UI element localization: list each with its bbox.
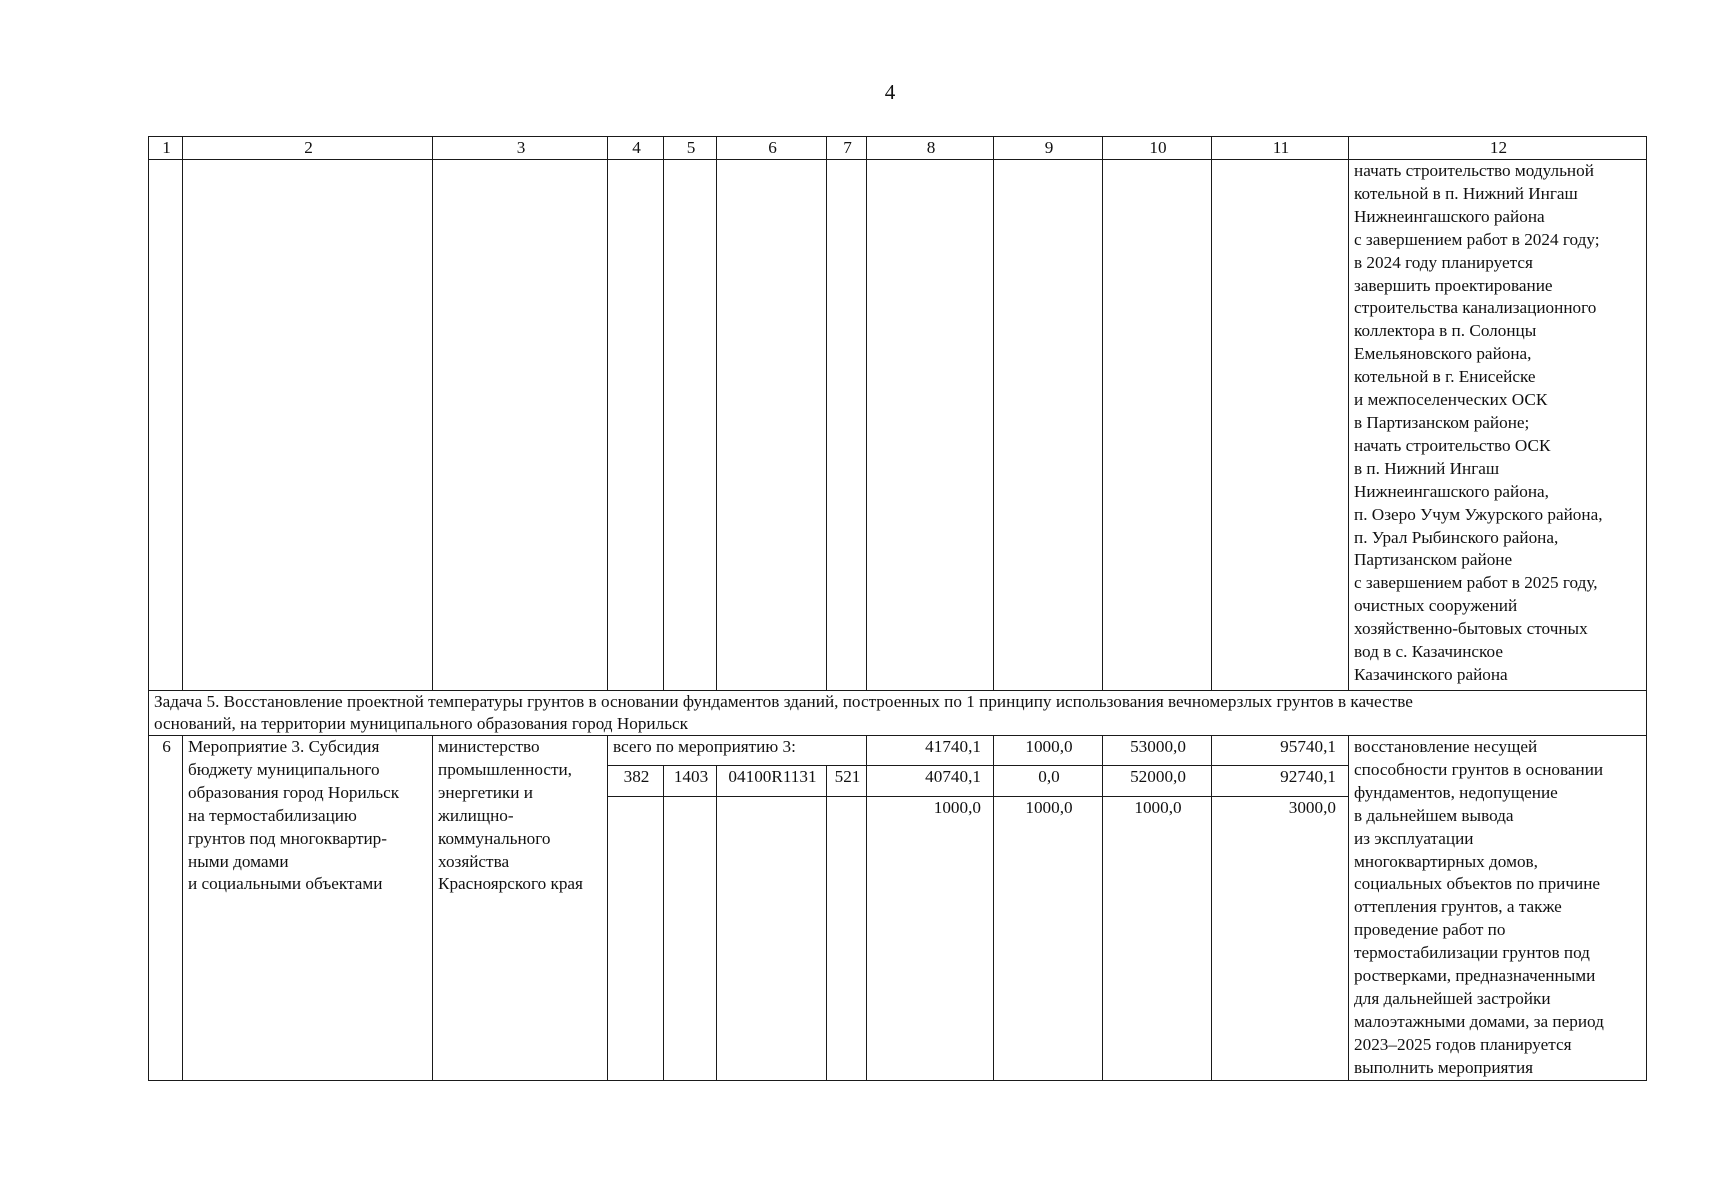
executor-line: коммунального [438, 828, 551, 848]
other-2024: 1000,0 [994, 796, 1103, 1080]
result-line: ростверками, предназначенными [1354, 966, 1596, 986]
header-cell-2: 2 [183, 137, 433, 160]
code-grbs: 382 [608, 766, 664, 796]
result-line: котельной в п. Нижний Ингаш [1354, 183, 1578, 203]
measure-line: на термостабилизацию [188, 805, 357, 825]
header-cell-11: 11 [1212, 137, 1349, 160]
result-line: из эксплуатации [1354, 828, 1474, 848]
continuation-cell-5 [664, 160, 717, 691]
other-sum: 3000,0 [1212, 796, 1349, 1080]
continuation-cell-9 [994, 160, 1103, 691]
result-line: восстановление несущей [1354, 737, 1538, 756]
measure-line: бюджету муниципального [188, 759, 380, 779]
row6-number: 6 [149, 736, 183, 1081]
result-line: в 2024 году планируется [1354, 252, 1533, 272]
result-line: термостабилизации грунтов под [1354, 943, 1590, 963]
code-rzpr: 1403 [664, 766, 717, 796]
result-line: проведение работ по [1354, 920, 1506, 940]
coded-sum: 92740,1 [1212, 766, 1349, 796]
row6-total-label: всего по мероприятию 3: [608, 736, 867, 766]
continuation-cell-11 [1212, 160, 1349, 691]
header-cell-8: 8 [867, 137, 994, 160]
continuation-cell-8 [867, 160, 994, 691]
measure-line: образования город Норильск [188, 782, 400, 802]
continuation-cell-6 [717, 160, 827, 691]
measure-line: и социальными объектами [188, 874, 383, 894]
continuation-cell-2 [183, 160, 433, 691]
empty-code-cell [664, 796, 717, 1080]
task5-line-1: Задача 5. Восстановление проектной температуры грунтов в основании фундаментов зданий, построенных по 1 принципу использования вечномерзлых грунтов в качестве [154, 692, 1413, 711]
page-number: 4 [884, 80, 896, 104]
executor-line: министерство [438, 737, 540, 756]
coded-2023: 40740,1 [867, 766, 994, 796]
total-sum: 95740,1 [1212, 736, 1349, 766]
coded-2025: 52000,0 [1103, 766, 1212, 796]
continuation-cell-7 [827, 160, 867, 691]
total-2025: 53000,0 [1103, 736, 1212, 766]
executor-line: жилищно- [438, 805, 514, 825]
result-line: фундаментов, недопущение [1354, 782, 1558, 802]
code-csr: 04100R1131 [717, 766, 827, 796]
measure-line: грунтов под многоквартир- [188, 828, 387, 848]
result-line: очистных сооружений [1354, 596, 1518, 616]
result-line: начать строительство ОСК [1354, 435, 1551, 455]
result-line: в п. Нижний Ингаш [1354, 458, 1500, 478]
total-2024: 1000,0 [994, 736, 1103, 766]
total-2023: 41740,1 [867, 736, 994, 766]
row6-result [1349, 736, 1647, 1081]
continuation-row [149, 160, 1647, 691]
executor-line: энергетики и [438, 782, 534, 802]
result-line: с завершением работ в 2025 году, [1354, 573, 1598, 593]
empty-code-cell [608, 796, 664, 1080]
executor-line: Красноярского края [438, 874, 583, 894]
result-line: п. Урал Рыбинского района, [1354, 527, 1559, 547]
result-line: для дальнейшей застройки [1354, 988, 1551, 1008]
task5-row [149, 691, 1647, 736]
header-row [149, 137, 1647, 160]
task5-line-2: оснований, на территории муниципального образования город Норильск [154, 714, 689, 733]
header-cell-7: 7 [827, 137, 867, 160]
result-line: котельной в г. Енисейске [1354, 367, 1536, 387]
row6-executor [433, 736, 608, 1081]
result-line: и межпоселенческих ОСК [1354, 390, 1548, 410]
task5-heading [149, 691, 1647, 736]
result-line: начать строительство модульной [1354, 161, 1594, 180]
empty-code-cell [827, 796, 867, 1080]
header-cell-6: 6 [717, 137, 827, 160]
code-vr: 521 [827, 766, 867, 796]
header-cell-3: 3 [433, 137, 608, 160]
measure-line: ными домами [188, 851, 289, 871]
result-line: коллектора в п. Солонцы [1354, 321, 1537, 341]
result-line: выполнить мероприятия [1354, 1057, 1534, 1077]
other-2025: 1000,0 [1103, 796, 1212, 1080]
result-line: строительства канализационного [1354, 298, 1597, 318]
continuation-cell-3 [433, 160, 608, 691]
row6-measure [183, 736, 433, 1081]
result-line: в Партизанском районе; [1354, 412, 1530, 432]
executor-line: промышленности, [438, 759, 572, 779]
empty-code-cell [717, 796, 827, 1080]
result-line: завершить проектирование [1354, 275, 1553, 295]
header-cell-4: 4 [608, 137, 664, 160]
row6-total [149, 736, 1647, 766]
header-cell-10: 10 [1103, 137, 1212, 160]
header-cell-12: 12 [1349, 137, 1647, 160]
executor-line: хозяйства [438, 851, 510, 871]
measure-line: Мероприятие 3. Субсидия [188, 737, 380, 756]
header-cell-5: 5 [664, 137, 717, 160]
result-line: Емельяновского района, [1354, 344, 1532, 364]
result-line: Нижнеингашского района [1354, 206, 1545, 226]
header-cell-1: 1 [149, 137, 183, 160]
header-cell-9: 9 [994, 137, 1103, 160]
result-line: социальных объектов по причине [1354, 874, 1601, 894]
continuation-cell-4 [608, 160, 664, 691]
continuation-cell-10 [1103, 160, 1212, 691]
result-line: малоэтажными домами, за период [1354, 1011, 1604, 1031]
result-line: многоквартирных домов, [1354, 851, 1538, 871]
result-line: п. Озеро Учум Ужурского района, [1354, 504, 1603, 524]
result-line: Партизанском районе [1354, 550, 1513, 570]
coded-2024: 0,0 [994, 766, 1103, 796]
continuation-result-text [1349, 160, 1647, 691]
result-line: 2023–2025 годов планируется [1354, 1034, 1572, 1054]
result-line: в дальнейшем вывода [1354, 805, 1514, 825]
result-line: Казачинского района [1354, 664, 1508, 684]
continuation-cell-1 [149, 160, 183, 691]
result-line: способности грунтов в основании [1354, 759, 1604, 779]
result-line: с завершением работ в 2024 году; [1354, 229, 1600, 249]
result-line: Нижнеингашского района, [1354, 481, 1549, 501]
result-line: вод в с. Казачинское [1354, 642, 1503, 662]
result-line: оттепления грунтов, а также [1354, 897, 1562, 917]
other-2023: 1000,0 [867, 796, 994, 1080]
result-line: хозяйственно-бытовых сточных [1354, 619, 1588, 639]
program-table [148, 136, 1647, 1081]
